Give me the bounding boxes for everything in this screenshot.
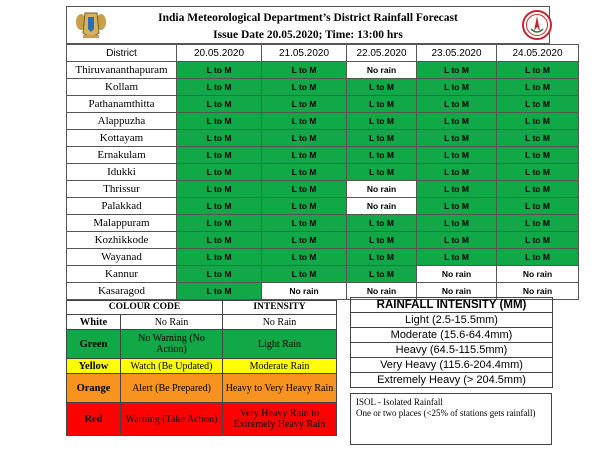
forecast-cell: L to M (497, 62, 579, 79)
forecast-row (67, 147, 579, 164)
forecast-cell: L to M (417, 62, 497, 79)
forecast-cell: L to M (417, 181, 497, 198)
forecast-cell: No rain (497, 283, 579, 300)
colour-label: White (67, 315, 121, 330)
imd-logo-icon (522, 9, 552, 41)
forecast-cell: No rain (262, 283, 347, 300)
forecast-cell: L to M (497, 232, 579, 249)
forecast-cell: No rain (417, 283, 497, 300)
forecast-cell: L to M (262, 215, 347, 232)
forecast-cell: L to M (347, 232, 417, 249)
forecast-cell: L to M (262, 232, 347, 249)
date-header: 22.05.2020 (347, 45, 417, 62)
forecast-cell: L to M (177, 249, 262, 266)
forecast-row (67, 198, 579, 215)
colour-intensity: Very Heavy Rain to Extremely Heavy Rain (223, 403, 337, 436)
forecast-cell: L to M (177, 96, 262, 113)
forecast-cell: L to M (417, 79, 497, 96)
rainfall-intensity-title: RAINFALL INTENSITY (MM) (351, 298, 553, 313)
forecast-cell: L to M (177, 62, 262, 79)
kerala-emblem-icon (74, 9, 108, 41)
forecast-cell: L to M (262, 147, 347, 164)
district-header: District (67, 45, 177, 62)
date-header: 24.05.2020 (497, 45, 579, 62)
forecast-cell: L to M (262, 113, 347, 130)
colour-code-table (66, 300, 337, 436)
colour-row-white (67, 315, 337, 330)
colour-meaning: No Warning (No Action) (121, 330, 223, 359)
forecast-cell: L to M (497, 79, 579, 96)
forecast-cell: L to M (347, 266, 417, 283)
intensity-heavy: Heavy (64.5-115.5mm) (351, 343, 553, 358)
rainfall-intensity-table (350, 297, 553, 388)
forecast-cell: L to M (177, 215, 262, 232)
forecast-cell: L to M (417, 147, 497, 164)
forecast-cell: L to M (177, 147, 262, 164)
forecast-cell: L to M (497, 215, 579, 232)
forecast-cell: L to M (262, 164, 347, 181)
forecast-table (66, 44, 579, 300)
forecast-cell: L to M (262, 79, 347, 96)
forecast-cell: L to M (497, 147, 579, 164)
forecast-cell: No rain (417, 266, 497, 283)
isol-note (350, 393, 552, 445)
forecast-cell: L to M (497, 96, 579, 113)
colour-intensity: No Rain (223, 315, 337, 330)
forecast-cell: L to M (262, 198, 347, 215)
date-header: 23.05.2020 (417, 45, 497, 62)
forecast-cell: L to M (497, 164, 579, 181)
forecast-cell: L to M (347, 113, 417, 130)
forecast-cell: L to M (177, 198, 262, 215)
forecast-row (67, 215, 579, 232)
colour-code-header: COLOUR CODE (67, 301, 223, 315)
forecast-cell: L to M (262, 181, 347, 198)
header-box (66, 6, 550, 44)
issue-date: Issue Date 20.05.2020; Time: 13:00 hrs (213, 29, 403, 41)
forecast-cell: L to M (497, 130, 579, 147)
forecast-cell: L to M (417, 130, 497, 147)
colour-intensity: Light Rain (223, 330, 337, 359)
forecast-cell: L to M (347, 164, 417, 181)
forecast-row (67, 266, 579, 283)
colour-label: Green (67, 330, 121, 359)
colour-meaning: No Rain (121, 315, 223, 330)
forecast-cell: L to M (347, 79, 417, 96)
forecast-cell: L to M (347, 96, 417, 113)
intensity-light: Light (2.5-15.5mm) (351, 313, 553, 328)
forecast-cell: No rain (347, 62, 417, 79)
isol-description: One or two places (<25% of stations gets rainfall) (356, 407, 536, 418)
forecast-row (67, 181, 579, 198)
forecast-cell: L to M (347, 130, 417, 147)
forecast-row (67, 232, 579, 249)
forecast-cell: L to M (177, 79, 262, 96)
forecast-cell: L to M (497, 249, 579, 266)
forecast-row (67, 130, 579, 147)
district-name: Malappuram (67, 215, 177, 232)
forecast-cell: L to M (262, 249, 347, 266)
isol-definition: ISOL - Isolated Rainfall (356, 397, 443, 407)
forecast-header-row (67, 45, 579, 62)
colour-row-green (67, 330, 337, 359)
forecast-cell: L to M (497, 113, 579, 130)
forecast-cell: L to M (417, 232, 497, 249)
district-name: Idukki (67, 164, 177, 181)
forecast-cell: L to M (497, 181, 579, 198)
forecast-cell: L to M (177, 283, 262, 300)
district-name: Alappuzha (67, 113, 177, 130)
district-name: Ernakulam (67, 147, 177, 164)
forecast-cell: L to M (347, 215, 417, 232)
intensity-moderate: Moderate (15.6-64.4mm) (351, 328, 553, 343)
page-title: India Meteorological Department’s District Rainfall Forecast (158, 12, 458, 24)
forecast-cell: L to M (417, 164, 497, 181)
forecast-cell: L to M (262, 62, 347, 79)
forecast-cell: L to M (177, 266, 262, 283)
colour-label: Orange (67, 374, 121, 403)
colour-label: Yellow (67, 359, 121, 374)
forecast-cell: No rain (347, 198, 417, 215)
colour-meaning: Warning (Take Action) (121, 403, 223, 436)
forecast-cell: L to M (177, 130, 262, 147)
district-name: Kottayam (67, 130, 177, 147)
forecast-cell: No rain (347, 181, 417, 198)
district-name: Kasaragod (67, 283, 177, 300)
district-name: Pathanamthitta (67, 96, 177, 113)
intensity-very-heavy: Very Heavy (115.6-204.4mm) (351, 358, 553, 373)
forecast-row (67, 164, 579, 181)
colour-row-yellow (67, 359, 337, 374)
forecast-cell: L to M (262, 266, 347, 283)
forecast-cell: L to M (417, 198, 497, 215)
colour-intensity: Heavy to Very Heavy Rain (223, 374, 337, 403)
district-name: Kollam (67, 79, 177, 96)
colour-row-red (67, 403, 337, 436)
forecast-row (67, 113, 579, 130)
district-name: Thiruvananthapuram (67, 62, 177, 79)
forecast-cell: L to M (497, 198, 579, 215)
forecast-cell: No rain (347, 283, 417, 300)
date-header: 21.05.2020 (262, 45, 347, 62)
date-header: 20.05.2020 (177, 45, 262, 62)
forecast-cell: L to M (177, 181, 262, 198)
intensity-extremely-heavy: Extremely Heavy (> 204.5mm) (351, 373, 553, 388)
district-name: Palakkad (67, 198, 177, 215)
forecast-cell: L to M (417, 113, 497, 130)
forecast-row (67, 79, 579, 96)
forecast-cell: L to M (417, 215, 497, 232)
forecast-cell: L to M (177, 164, 262, 181)
forecast-cell: L to M (347, 147, 417, 164)
district-name: Thrissur (67, 181, 177, 198)
colour-meaning: Watch (Be Updated) (121, 359, 223, 374)
district-name: Kannur (67, 266, 177, 283)
forecast-cell: L to M (262, 130, 347, 147)
forecast-cell: No rain (497, 266, 579, 283)
forecast-cell: L to M (177, 232, 262, 249)
colour-intensity: Moderate Rain (223, 359, 337, 374)
intensity-header: INTENSITY (223, 301, 337, 315)
colour-row-orange (67, 374, 337, 403)
forecast-cell: L to M (262, 96, 347, 113)
forecast-cell: L to M (177, 113, 262, 130)
forecast-cell: L to M (417, 249, 497, 266)
colour-label: Red (67, 403, 121, 436)
forecast-row (67, 96, 579, 113)
district-name: Kozhikkode (67, 232, 177, 249)
forecast-cell: L to M (347, 249, 417, 266)
colour-meaning: Alert (Be Prepared) (121, 374, 223, 403)
forecast-row (67, 249, 579, 266)
district-name: Wayanad (67, 249, 177, 266)
forecast-cell: L to M (417, 96, 497, 113)
forecast-row (67, 62, 579, 79)
